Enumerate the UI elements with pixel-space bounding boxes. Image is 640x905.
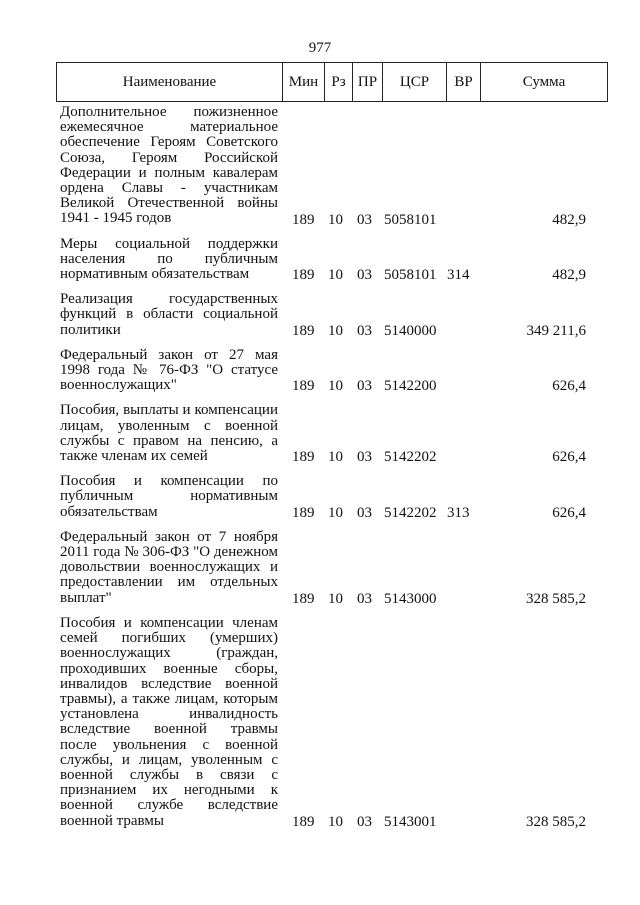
row-csr: 5142202 [384,504,437,521]
header-pr: ПР [353,63,383,101]
row-name: Федеральный закон от 27 мая 1998 года № 76-ФЗ "О статусе военнослужащих" [60,346,278,394]
header-csr: ЦСР [383,63,447,101]
row-csr: 5142200 [384,378,437,395]
table-row [56,530,608,606]
header-rz: Рз [325,63,353,101]
row-vr: 313 [447,504,470,521]
row-csr: 5058101 [384,211,437,228]
row-pr: 03 [357,449,372,466]
table-row [56,616,608,829]
table-row [56,105,608,227]
row-csr: 5140000 [384,322,437,339]
row-rz: 10 [328,504,343,521]
header-vr: ВР [447,63,481,101]
row-sum: 349 211,6 [526,322,586,339]
table-row [56,292,608,338]
row-rz: 10 [328,378,343,395]
row-sum: 482,9 [552,267,586,284]
row-name: Пособия и компенсации по публичным нормативным обязательствам [60,473,278,520]
table-body [56,105,608,839]
table-row [56,403,608,464]
row-csr: 5143001 [384,813,437,830]
row-name: Пособия, выплаты и компенсации лицам, уволенным с военной службы с правом на пенсию, а также членам их семей [60,402,278,465]
row-pr: 03 [357,378,372,395]
row-sum: 626,4 [552,378,586,395]
row-name: Меры социальной поддержки населения по публичным нормативным обязательствам [60,235,278,283]
row-rz: 10 [328,322,343,339]
table-header [56,62,608,102]
header-min: Мин [283,63,325,101]
row-pr: 03 [357,267,372,284]
table-row [56,348,608,394]
row-sum: 626,4 [552,504,586,521]
row-name: Федеральный закон от 7 ноября 2011 года № 306-ФЗ "О денежном довольствии военнослужащих и предоставлении им отдельных выплат" [60,528,278,606]
table-row [56,474,608,520]
row-rz: 10 [328,813,343,830]
row-sum: 328 585,2 [526,590,586,607]
row-min: 189 [292,267,315,284]
row-min: 189 [292,504,315,521]
row-rz: 10 [328,590,343,607]
row-name: Дополнительное пожизненное ежемесячное материальное обеспечение Героям Советского Союза, Героям Российской Федерации и полным кавалерам ордена Славы - участникам Великой Отечественной войны 1941 - 1945 годов [60,104,278,227]
row-pr: 03 [357,211,372,228]
row-name: Пособия и компенсации членам семей погибших (умерших) военнослужащих (граждан, проходивших военные сборы, инвалидов вследствие военной травмы), а также лицам, которым установлена инвалидность вследствие военной травмы после увольнения с военной службы, и лицам, уволенным с военной службы в связи с признанием их негодными к военной службе вследствие военной травмы [60,614,278,829]
row-pr: 03 [357,504,372,521]
row-min: 189 [292,449,315,466]
row-csr: 5058101 [384,267,437,284]
header-sum: Сумма [522,73,566,90]
row-min: 189 [292,378,315,395]
header-name: Наименование [57,63,283,101]
row-rz: 10 [328,267,343,284]
row-csr: 5142202 [384,449,437,466]
row-min: 189 [292,211,315,228]
page-number: 977 [308,40,332,56]
row-name: Реализация государственных функций в области социальной политики [60,291,278,338]
row-rz: 10 [328,211,343,228]
row-sum: 482,9 [552,211,586,228]
row-min: 189 [292,590,315,607]
table-row [56,237,608,283]
row-csr: 5143000 [384,590,437,607]
row-sum: 328 585,2 [526,813,586,830]
row-min: 189 [292,813,315,830]
row-rz: 10 [328,449,343,466]
row-vr: 314 [447,267,470,284]
row-sum: 626,4 [552,449,586,466]
row-pr: 03 [357,813,372,830]
row-pr: 03 [357,590,372,607]
row-min: 189 [292,322,315,339]
row-pr: 03 [357,322,372,339]
